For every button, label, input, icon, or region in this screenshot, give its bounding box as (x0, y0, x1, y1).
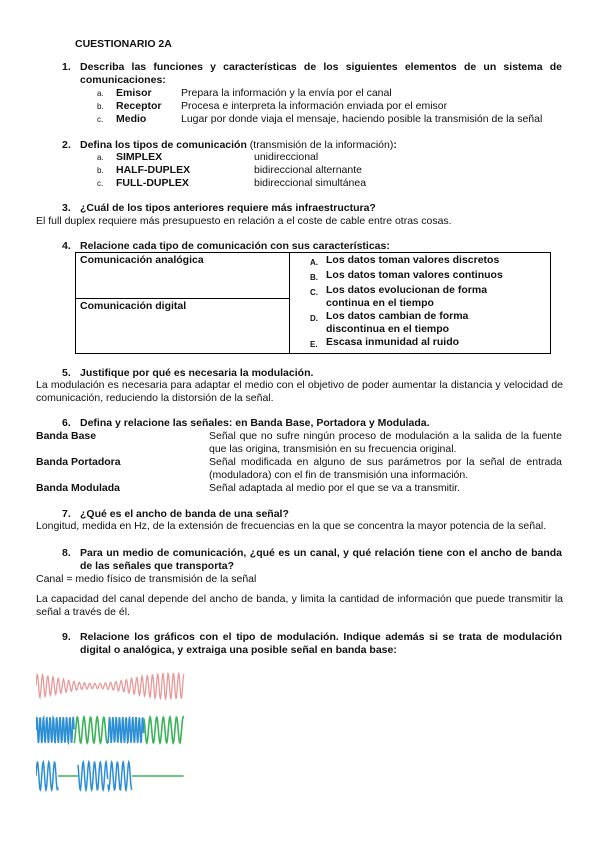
question-text: Relacione cada tipo de comunicación con sus características: (80, 240, 390, 252)
desc-emisor: Prepara la información y la envía por el canal (181, 87, 392, 99)
option-b (310, 269, 544, 284)
term-half-duplex: HALF-DUPLEX (116, 164, 191, 176)
ask-wave-segment (36, 762, 58, 790)
fsk-wave-graphic (36, 717, 184, 743)
option-letter: B. (310, 273, 318, 282)
option-text: Los datos toman valores continuos (326, 269, 503, 281)
question-text-bold: Defina los tipos de comunicación (80, 139, 247, 151)
desc-full-duplex: bidireccional simultánea (254, 177, 367, 189)
item-letter: b. (97, 166, 104, 175)
term-banda-portadora: Banda Portadora (36, 456, 121, 468)
cell-digital (76, 299, 290, 354)
question-colon: : (393, 139, 397, 151)
option-letter: E. (310, 340, 318, 349)
option-e (310, 336, 544, 351)
term-emisor: Emisor (116, 87, 152, 99)
question-number: 2. (62, 139, 71, 151)
question-number: 6. (62, 417, 71, 429)
question-text: Relacione los gráficos con el tipo de modulación. Indique además si se trata de modulación digital o analógica, y extraiga una posible señal en banda base: (80, 631, 562, 656)
question-number: 9. (62, 631, 71, 643)
question-text: comunicaciones: (80, 74, 166, 86)
question-text-normal: (transmisión de la información) (249, 139, 394, 151)
item-letter: a. (97, 89, 104, 98)
desc-banda-base: Señal que no sufre ningún proceso de modulación a la salida de la fuente que las origina, transmisión en su frecuencia original. (209, 430, 562, 455)
cell-analog (76, 253, 290, 299)
desc-half-duplex: bidireccional alternante (254, 164, 362, 176)
term-receptor: Receptor (116, 100, 162, 112)
answer-text: El full duplex requiere más presupuesto en relación a el coste de cable entre otras cosas. (36, 215, 452, 227)
option-letter: A. (310, 258, 318, 267)
fsk-wave-segment (74, 717, 108, 743)
term-full-duplex: FULL-DUPLEX (116, 177, 189, 189)
desc-banda-portadora: Señal modificada en alguno de sus parámetros por la señal de entrada (moduladora) con el fin de transmisión una información. (209, 456, 562, 481)
question-number: 5. (62, 367, 71, 379)
question-text: Justifique por qué es necesaria la modulación. (80, 367, 314, 379)
option-c (310, 284, 544, 310)
question-text: ¿Cuál de los tipos anteriores requiere más infraestructura? (80, 202, 376, 214)
am-wave-graphic (36, 673, 184, 699)
question-number: 4. (62, 240, 71, 252)
question-text: ¿Qué es el ancho de banda de una señal? (80, 508, 289, 520)
question-text: Para un medio de comunicación, ¿qué es un canal, y qué relación tiene con el ancho de banda de las señales que transporta? (80, 547, 562, 572)
modulation-graphics (36, 664, 186, 806)
desc-medio: Lugar por donde viaja el mensaje, haciendo posible la transmisión de la señal (181, 113, 543, 125)
question-text: Defina y relacione las señales: en Banda Base, Portadora y Modulada. (80, 417, 430, 429)
label-analog: Comunicación analógica (80, 254, 204, 266)
term-banda-base: Banda Base (36, 430, 97, 442)
term-simplex: SIMPLEX (116, 151, 163, 163)
item-letter: c. (97, 115, 104, 124)
option-a (310, 254, 544, 269)
fsk-wave-segment (144, 717, 184, 743)
question-number: 8. (62, 547, 71, 559)
answer-text: La capacidad del canal depende del ancho de banda, y limita la cantidad de información que puede transmitir la señal a través de él. (36, 593, 563, 618)
option-text: Los datos evolucionan de forma continua en el tiempo (326, 284, 488, 309)
answer-text: Longitud, medida en Hz, de la extensión de frecuencias en la que se concentra la mayor potencia de la señal. (36, 520, 547, 532)
question-text: Describa las funciones y características de los siguientes elementos de un sistema de (80, 61, 562, 73)
term-medio: Medio (116, 113, 147, 125)
option-text: Los datos cambian de forma discontinua en el tiempo (326, 310, 469, 335)
fsk-wave-segment (108, 717, 144, 743)
question-text (80, 139, 397, 151)
question-number: 7. (62, 508, 71, 520)
term-banda-modulada: Banda Modulada (36, 482, 121, 494)
item-letter: b. (97, 102, 104, 111)
ask-wave-graphic (36, 762, 184, 790)
option-text: Los datos toman valores discretos (326, 254, 500, 266)
question-number: 1. (62, 61, 71, 73)
ask-wave-segment (108, 762, 132, 790)
page-title: CUESTIONARIO 2A (75, 38, 172, 50)
option-text: Escasa inmunidad al ruido (326, 336, 460, 348)
answer-text: La modulación es necesaria para adaptar el medio con el objetivo de poder aumentar la distancia y velocidad de comunicación, reduciendo la distorsión de la señal. (36, 379, 563, 404)
desc-banda-modulada: Señal adaptada al medio por el que se va a transmitir. (209, 482, 460, 494)
question-number: 3. (62, 202, 71, 214)
options-cell (290, 253, 551, 354)
label-digital: Comunicación digital (80, 300, 187, 313)
item-letter: a. (97, 153, 104, 162)
relation-table (75, 252, 551, 354)
option-d (310, 310, 544, 336)
desc-receptor: Procesa e interpreta la información enviada por el emisor (181, 100, 448, 112)
option-letter: C. (310, 288, 318, 297)
item-letter: c. (97, 179, 104, 188)
am-wave-line (36, 673, 184, 699)
answer-text: Canal = medio físico de transmisión de la señal (36, 573, 257, 585)
option-letter: D. (310, 314, 318, 323)
ask-wave-segment (78, 762, 108, 790)
fsk-wave-segment (36, 717, 74, 743)
desc-simplex: unidireccional (254, 151, 319, 163)
